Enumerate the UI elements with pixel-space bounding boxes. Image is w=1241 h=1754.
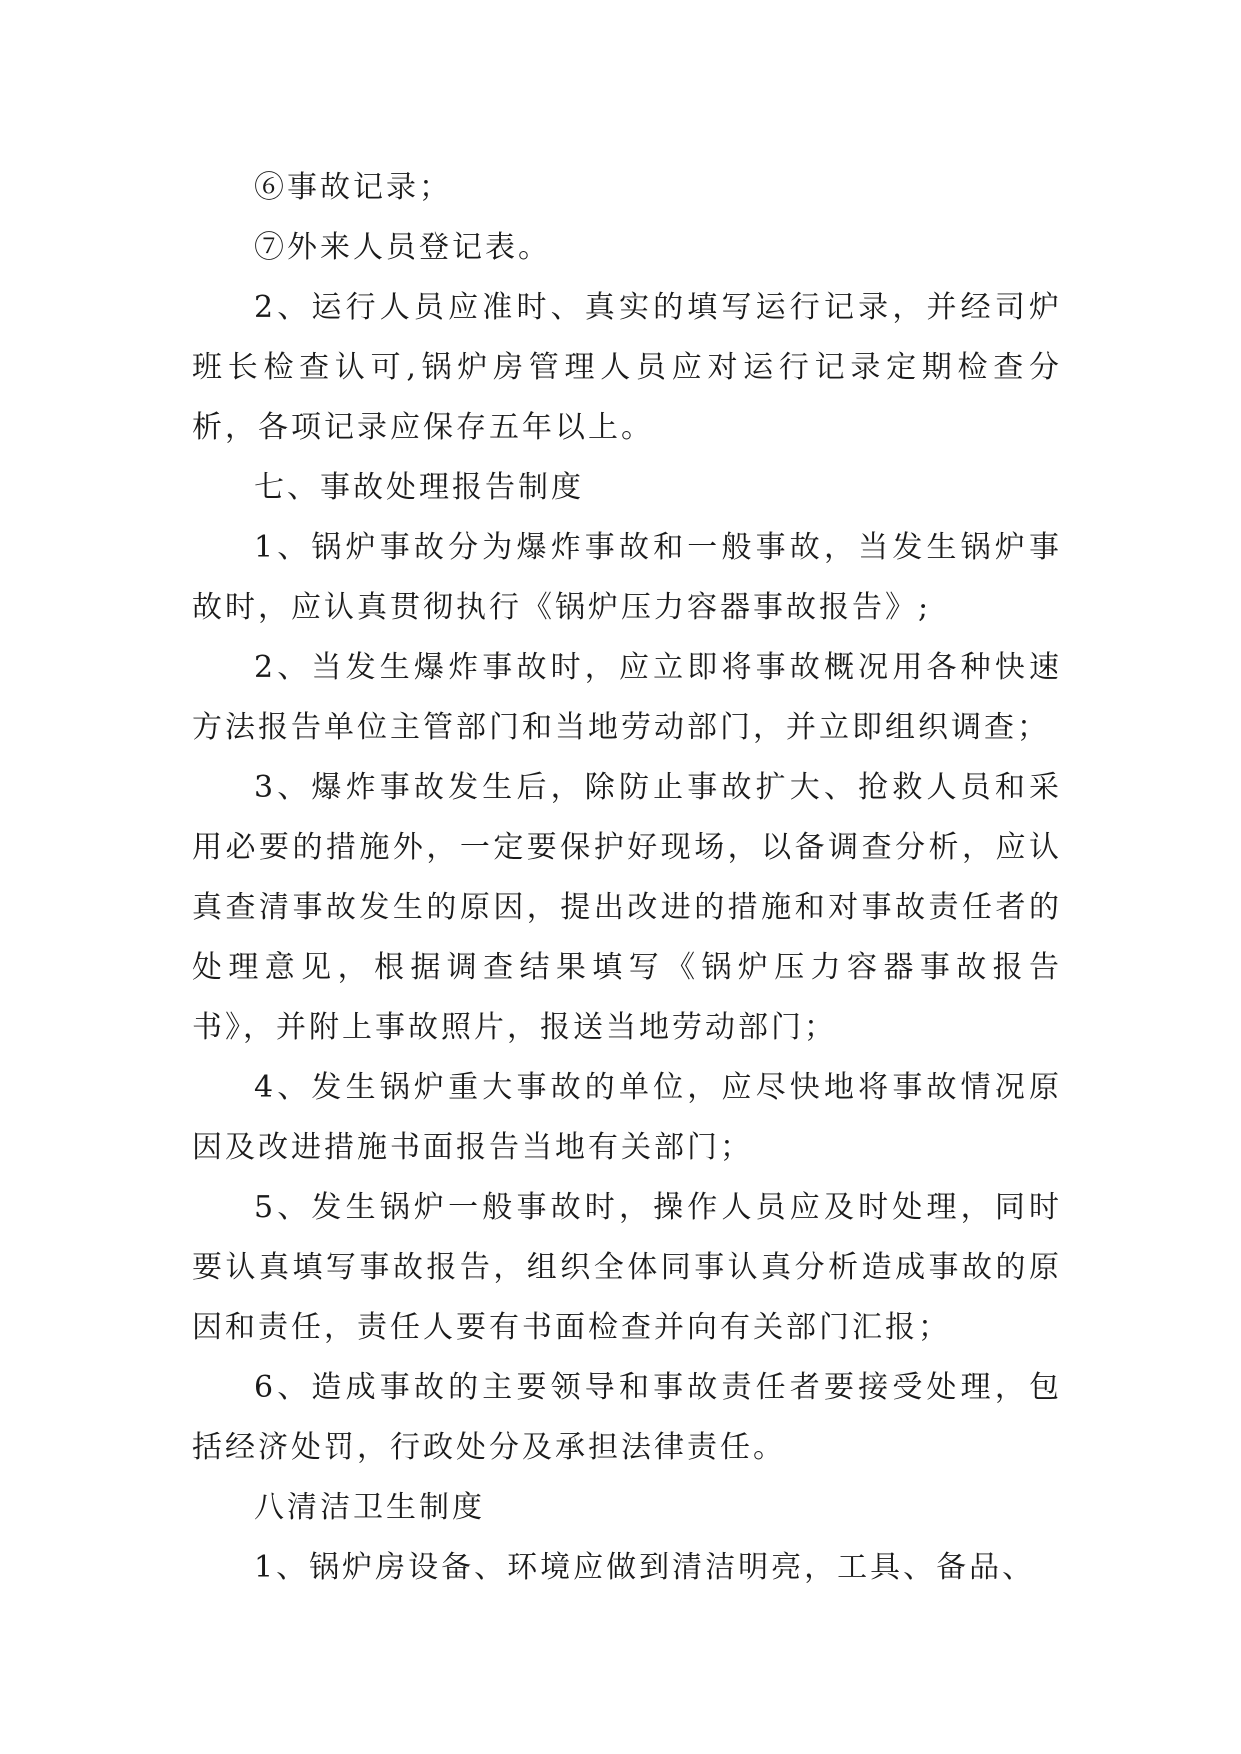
list-item-visitor-register: ⑦外来人员登记表。 — [254, 230, 551, 265]
paragraph-cleaning-1: 1、锅炉房设备、环境应做到清洁明亮，工具、备品、 — [254, 1550, 1036, 1585]
document-body — [192, 158, 1062, 1598]
section-heading-accident-report: 七、事故处理报告制度 — [254, 470, 584, 505]
paragraph-accident-4: 4、发生锅炉重大事故的单位，应尽快地将事故情况原因及改进措施书面报告当地有关部门； — [192, 1070, 1062, 1165]
section-heading-cleaning: 八清洁卫生制度 — [254, 1490, 485, 1525]
paragraph-accident-2: 2、当发生爆炸事故时，应立即将事故概况用各种快速方法报告单位主管部门和当地劳动部门，并立即组织调查； — [192, 650, 1062, 745]
paragraph-operation-record: 2、运行人员应准时、真实的填写运行记录，并经司炉班长检查认可,锅炉房管理人员应对运行记录定期检查分析，各项记录应保存五年以上。 — [192, 290, 1062, 445]
paragraph-accident-5: 5、发生锅炉一般事故时，操作人员应及时处理，同时要认真填写事故报告，组织全体同事认真分析造成事故的原因和责任，责任人要有书面检查并向有关部门汇报； — [192, 1190, 1062, 1345]
paragraph-accident-1: 1、锅炉事故分为爆炸事故和一般事故，当发生锅炉事故时，应认真贯彻执行《锅炉压力容器事故报告》; — [192, 530, 1062, 625]
paragraph-accident-3: 3、爆炸事故发生后，除防止事故扩大、抢救人员和采用必要的措施外，一定要保护好现场，以备调查分析，应认真查清事故发生的原因，提出改进的措施和对事故责任者的处理意见，根据调查结果填写《锅炉压力容器事故报告书》，并附上事故照片，报送当地劳动部门； — [192, 770, 1062, 1045]
list-item-accident-record: ⑥事故记录； — [254, 170, 452, 205]
paragraph-accident-6: 6、造成事故的主要领导和事故责任者要接受处理，包括经济处罚，行政处分及承担法律责任。 — [192, 1370, 1062, 1465]
